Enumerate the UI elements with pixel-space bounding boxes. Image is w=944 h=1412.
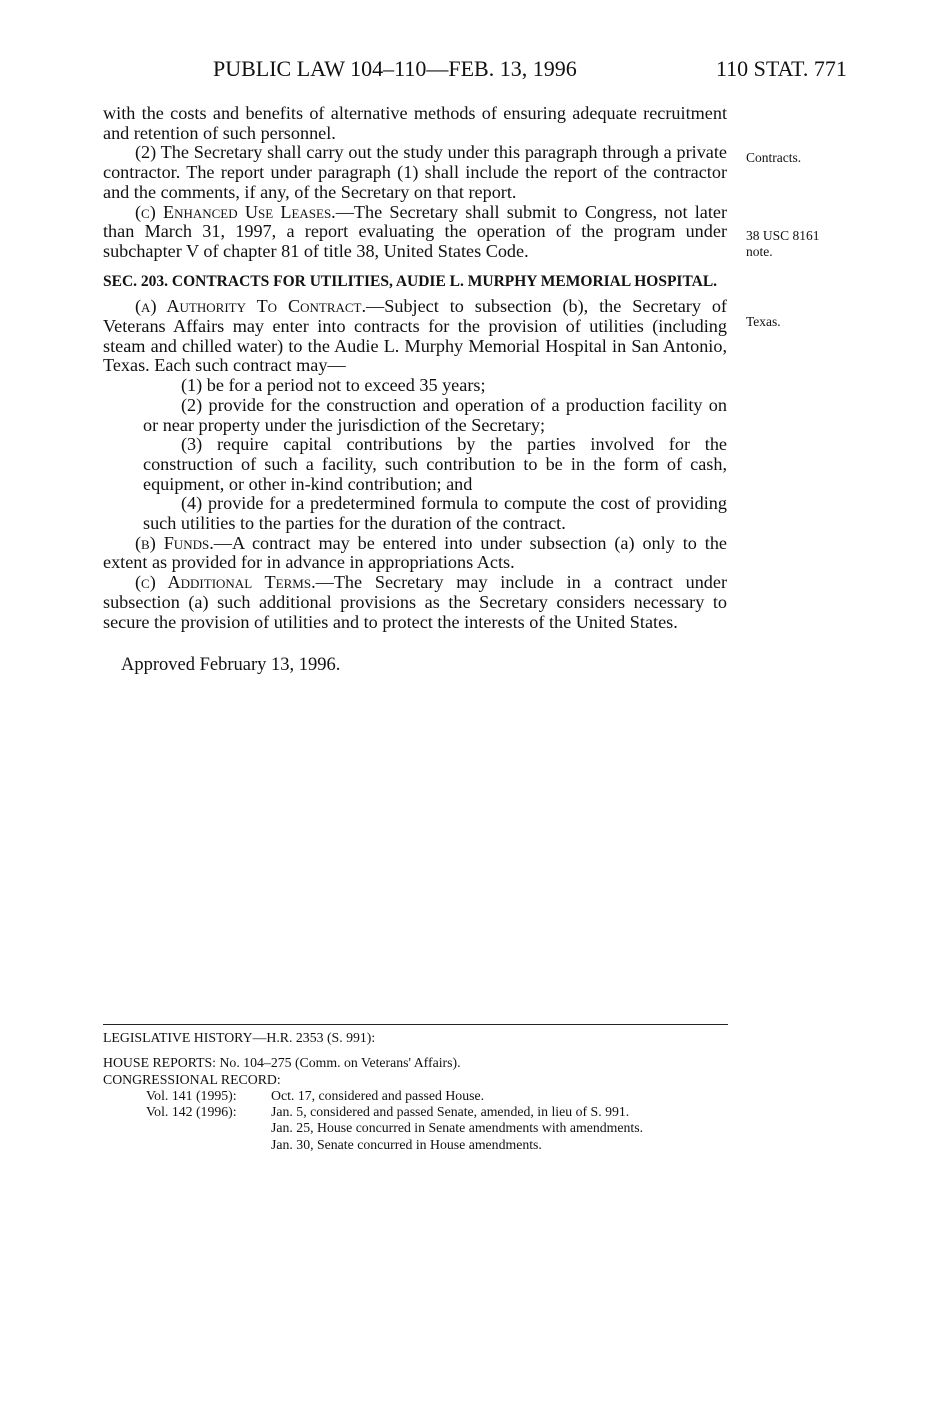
subsection-text: —Subject to subsection (b), the Secretary of Veterans Affairs may enter into contracts for the provision of utilities (including steam and chilled water) to the Audie L. Murphy Memorial Hospital in San Antonio, Texas. Each such contract may— bbox=[103, 296, 727, 376]
list-item: (2) provide for the construction and operation of a production facility on or near property under the jurisdiction of the Secretary; bbox=[143, 394, 727, 435]
list-item: (4) provide for a predetermined formula to compute the cost of providing such utilities to the parties for the duration of the contract. bbox=[143, 493, 727, 534]
statute-page-number: 110 STAT. 771 bbox=[716, 56, 847, 81]
page-header bbox=[0, 56, 944, 86]
legislative-history bbox=[103, 1024, 728, 1153]
list-item: (1) be for a period not to exceed 35 years; bbox=[181, 375, 486, 396]
subsection-heading: (c) Enhanced Use Leases. bbox=[135, 201, 336, 222]
subsection-heading: (c) Additional Terms. bbox=[135, 572, 316, 593]
house-reports: HOUSE REPORTS: No. 104–275 (Comm. on Veterans' Affairs). bbox=[103, 1055, 461, 1071]
record-event: Oct. 17, considered and passed House. bbox=[271, 1087, 485, 1103]
subsection-text: —The Secretary shall submit to Congress, not later than March 31, 1997, a report evaluating the operation of the program under subchapter V of chapter 81 of title 38, United States Code. bbox=[103, 201, 727, 261]
margin-note-usc: 38 USC 8161 note. bbox=[746, 228, 820, 259]
record-event: Jan. 30, Senate concurred in House amendments. bbox=[271, 1136, 542, 1152]
public-law-title: PUBLIC LAW 104–110—FEB. 13, 1996 bbox=[213, 56, 577, 81]
subsection-text: —A contract may be entered into under subsection (a) only to the extent as provided for in advance in appropriations Acts. bbox=[103, 532, 727, 573]
subsection-text: —The Secretary may include in a contract under subsection (a) such additional provisions as the Secretary considers necessary to secure the provision of utilities and to protect the interests of the United States. bbox=[103, 572, 728, 632]
paragraph-2: (2) The Secretary shall carry out the study under this paragraph through a private contractor. The report under paragraph (1) shall include the report of the contractor and the comments, if any, of the Secretary on that report. bbox=[103, 142, 727, 202]
subsection-c-enhanced-use-leases bbox=[103, 203, 727, 262]
record-entry-vol141 bbox=[103, 1088, 728, 1104]
footer-divider bbox=[103, 1024, 728, 1025]
record-events bbox=[271, 1104, 728, 1153]
paragraph-continued: with the costs and benefits of alternative methods of ensuring adequate recruitment and retention of such personnel. bbox=[103, 103, 727, 143]
subsection-heading: (b) Funds. bbox=[135, 532, 214, 553]
record-event: Jan. 25, House concurred in Senate amendments with amendments. bbox=[271, 1120, 644, 1136]
record-volume: Vol. 141 (1995): bbox=[146, 1087, 237, 1103]
margin-note-texas: Texas. bbox=[746, 314, 781, 329]
congressional-record-label: CONGRESSIONAL RECORD: bbox=[103, 1071, 281, 1087]
margin-note-contracts: Contracts. bbox=[746, 150, 802, 165]
approval-date: Approved February 13, 1996. bbox=[121, 655, 341, 676]
subsection-heading: (a) Authority To Contract. bbox=[135, 296, 367, 317]
record-event: Jan. 5, considered and passed Senate, amended, in lieu of S. 991. bbox=[271, 1104, 630, 1120]
document-body bbox=[103, 104, 727, 676]
list-item: (3) require capital contributions by the parties involved for the construction of such a facility, such contribution to be in the form of cash, equipment, or other in-kind contribution; and bbox=[143, 434, 727, 494]
subsection-b-funds bbox=[103, 534, 727, 573]
record-entry-vol142 bbox=[103, 1104, 728, 1153]
section-heading: SEC. 203. CONTRACTS FOR UTILITIES, AUDIE L. MURPHY MEMORIAL HOSPITAL. bbox=[103, 272, 718, 290]
subsection-a-authority bbox=[103, 297, 727, 376]
record-events bbox=[271, 1088, 728, 1104]
subsection-c-additional-terms bbox=[103, 573, 727, 632]
legislative-history-title: LEGISLATIVE HISTORY—H.R. 2353 (S. 991): bbox=[103, 1030, 376, 1045]
record-volume: Vol. 142 (1996): bbox=[146, 1104, 237, 1120]
